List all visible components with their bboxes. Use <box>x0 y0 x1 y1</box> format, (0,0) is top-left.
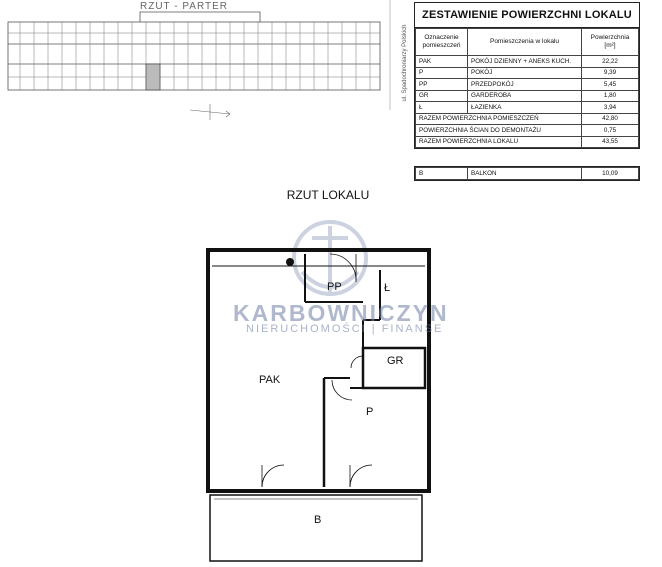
total-label: POWIERZCHNIA ŚCIAN DO DEMONTAŻU <box>416 125 582 137</box>
total-area: 0,75 <box>582 125 639 137</box>
room-label-gr: GR <box>387 355 404 367</box>
row-room: GARDEROBA <box>468 90 582 102</box>
row-room: POKÓJ DZIENNY + ANEKS KUCH. <box>468 56 582 68</box>
row-area: 9,39 <box>582 67 639 79</box>
total-area: 42,80 <box>582 113 639 125</box>
header-code: Oznaczenie pomieszczeń <box>416 29 468 56</box>
room-label-pp: PP <box>327 281 342 293</box>
row-area: 10,09 <box>582 168 639 180</box>
summary-title: ZESTAWIENIE POWIERZCHNI LOKALU <box>415 3 639 28</box>
row-area: 22,22 <box>582 56 639 68</box>
row-room: POKÓJ <box>468 67 582 79</box>
row-area: 5,45 <box>582 79 639 91</box>
header-area: Powierzchnia [m²] <box>582 29 639 56</box>
row-room: ŁAZIENKA <box>468 102 582 114</box>
row-code: PAK <box>416 56 468 68</box>
total-label: RAZEM POWIERZCHNIA POMIESZCZEŃ <box>416 113 582 125</box>
watermark-name: KARBOWNICZYN <box>233 300 449 326</box>
row-code: B <box>416 168 468 180</box>
plan-title: RZUT LOKALU <box>286 188 370 202</box>
row-code: GR <box>416 90 468 102</box>
total-label: RAZEM POWIERZCHNIA LOKALU <box>416 136 582 148</box>
total-area: 43,55 <box>582 136 639 148</box>
street-label: ul. Spadochroniarzy Polskich <box>402 24 408 102</box>
row-code: PP <box>416 79 468 91</box>
row-code: Ł <box>416 102 468 114</box>
room-label-l: Ł <box>384 282 391 294</box>
header-room: Pomieszczenia w lokalu <box>468 29 582 56</box>
room-label-pak: PAK <box>259 374 281 386</box>
row-area: 3,94 <box>582 102 639 114</box>
row-room: PRZEDPOKÓJ <box>468 79 582 91</box>
room-label-p: P <box>366 406 374 418</box>
row-area: 1,80 <box>582 90 639 102</box>
watermark-subtitle: NIERUCHOMOŚCI | FINANSE <box>246 323 444 335</box>
row-room: BALKON <box>468 168 582 180</box>
site-plan-title: RZUT - PARTER <box>140 1 229 12</box>
row-code: P <box>416 67 468 79</box>
room-label-b: B <box>314 514 322 526</box>
